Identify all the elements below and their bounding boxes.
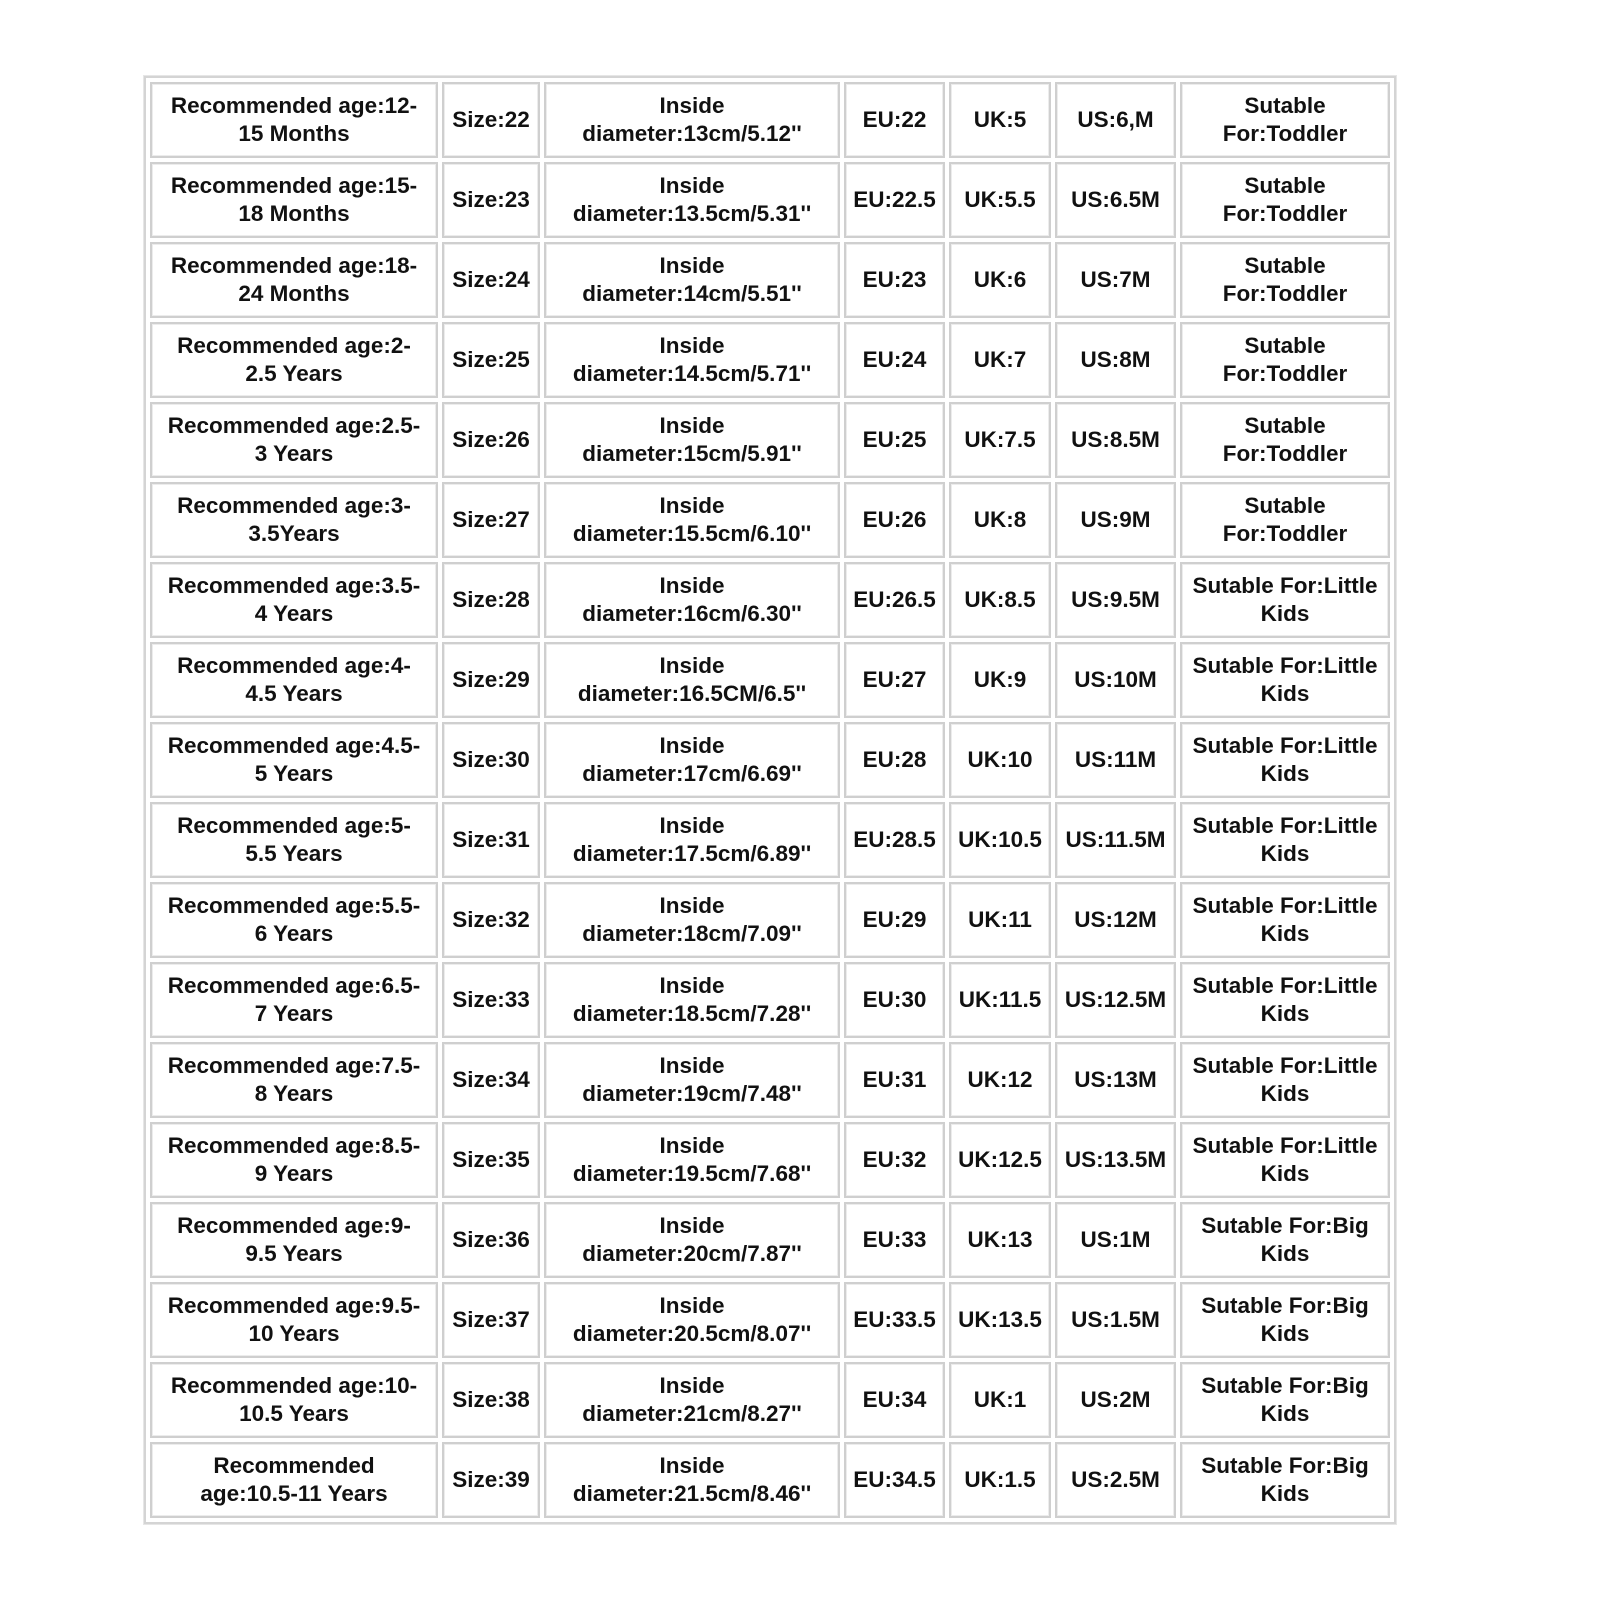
eu-size-cell: EU:34 <box>844 1362 945 1438</box>
us-size-cell: US:10M <box>1055 642 1176 718</box>
eu-size-cell: EU:27 <box>844 642 945 718</box>
diameter-cell-line-1: Inside <box>659 1453 725 1478</box>
diameter-cell-line-1: Inside <box>659 573 725 598</box>
size-chart-body <box>150 82 1390 1518</box>
diameter-cell <box>544 82 840 158</box>
age-cell-line-2: 24 Months <box>238 281 350 306</box>
age-cell-line-1: Recommended age:4.5- <box>167 733 421 758</box>
age-cell-line-1: Recommended age:3- <box>177 493 411 518</box>
age-cell <box>150 562 438 638</box>
age-cell-line-1: Recommended age:12- <box>170 93 418 118</box>
suitable-for-cell <box>1180 322 1390 398</box>
suitable-for-cell-line-2: Kids <box>1260 1401 1310 1426</box>
us-size-cell: US:13M <box>1055 1042 1176 1118</box>
suitable-for-cell-line-1: Sutable For:Big <box>1201 1453 1369 1478</box>
age-cell-line-2: 4 Years <box>254 601 334 626</box>
eu-size-cell: EU:23 <box>844 242 945 318</box>
size-cell: Size:25 <box>442 322 540 398</box>
age-cell-line-2: 2.5 Years <box>245 361 343 386</box>
uk-size-cell: UK:11.5 <box>949 962 1051 1038</box>
table-row <box>150 1202 1390 1278</box>
uk-size-cell: UK:1.5 <box>949 1442 1051 1518</box>
age-cell-line-1: Recommended age:8.5- <box>167 1133 421 1158</box>
us-size-cell: US:11.5M <box>1055 802 1176 878</box>
uk-size-cell: UK:7.5 <box>949 402 1051 478</box>
us-size-cell: US:7M <box>1055 242 1176 318</box>
suitable-for-cell <box>1180 1042 1390 1118</box>
diameter-cell <box>544 162 840 238</box>
eu-size-cell: EU:22.5 <box>844 162 945 238</box>
age-cell-line-1: Recommended age:6.5- <box>167 973 421 998</box>
diameter-cell-line-1: Inside <box>659 733 725 758</box>
age-cell-line-1: Recommended age:9.5- <box>167 1293 421 1318</box>
table-row <box>150 962 1390 1038</box>
suitable-for-cell-line-1: Sutable <box>1244 413 1326 438</box>
diameter-cell <box>544 962 840 1038</box>
suitable-for-cell-line-1: Sutable <box>1244 493 1326 518</box>
age-cell <box>150 402 438 478</box>
age-cell-line-1: Recommended age:15- <box>170 173 418 198</box>
age-cell <box>150 1442 438 1518</box>
diameter-cell-line-2: diameter:16cm/6.30'' <box>582 601 802 626</box>
diameter-cell-line-1: Inside <box>659 813 725 838</box>
table-row <box>150 322 1390 398</box>
suitable-for-cell-line-1: Sutable <box>1244 93 1326 118</box>
age-cell-line-2: 9 Years <box>254 1161 334 1186</box>
age-cell <box>150 1282 438 1358</box>
suitable-for-cell-line-2: Kids <box>1260 1481 1310 1506</box>
age-cell <box>150 162 438 238</box>
suitable-for-cell <box>1180 162 1390 238</box>
diameter-cell-line-1: Inside <box>659 1293 725 1318</box>
diameter-cell <box>544 242 840 318</box>
uk-size-cell: UK:8.5 <box>949 562 1051 638</box>
age-cell-line-2: 4.5 Years <box>245 681 343 706</box>
age-cell-line-1: Recommended age:5- <box>177 813 411 838</box>
suitable-for-cell-line-2: Kids <box>1260 761 1310 786</box>
eu-size-cell: EU:24 <box>844 322 945 398</box>
us-size-cell: US:12M <box>1055 882 1176 958</box>
us-size-cell: US:6,M <box>1055 82 1176 158</box>
diameter-cell <box>544 562 840 638</box>
diameter-cell-line-2: diameter:15.5cm/6.10'' <box>572 521 812 546</box>
eu-size-cell: EU:31 <box>844 1042 945 1118</box>
age-cell <box>150 1202 438 1278</box>
suitable-for-cell-line-2: For:Toddler <box>1222 201 1348 226</box>
us-size-cell: US:8.5M <box>1055 402 1176 478</box>
suitable-for-cell <box>1180 1122 1390 1198</box>
diameter-cell-line-2: diameter:13.5cm/5.31'' <box>572 201 812 226</box>
table-row <box>150 562 1390 638</box>
age-cell-line-1: Recommended age:2.5- <box>167 413 421 438</box>
table-row <box>150 1282 1390 1358</box>
us-size-cell: US:8M <box>1055 322 1176 398</box>
suitable-for-cell-line-1: Sutable For:Little <box>1192 893 1378 918</box>
size-cell: Size:22 <box>442 82 540 158</box>
suitable-for-cell <box>1180 82 1390 158</box>
table-row <box>150 802 1390 878</box>
diameter-cell-line-1: Inside <box>659 973 725 998</box>
eu-size-cell: EU:32 <box>844 1122 945 1198</box>
diameter-cell-line-1: Inside <box>659 1053 725 1078</box>
age-cell-line-2: 7 Years <box>254 1001 334 1026</box>
eu-size-cell: EU:28.5 <box>844 802 945 878</box>
table-row <box>150 242 1390 318</box>
uk-size-cell: UK:12 <box>949 1042 1051 1118</box>
suitable-for-cell <box>1180 402 1390 478</box>
suitable-for-cell <box>1180 882 1390 958</box>
us-size-cell: US:2.5M <box>1055 1442 1176 1518</box>
suitable-for-cell-line-2: For:Toddler <box>1222 281 1348 306</box>
size-chart-table <box>144 76 1396 1524</box>
table-row <box>150 882 1390 958</box>
diameter-cell-line-2: diameter:14.5cm/5.71'' <box>572 361 812 386</box>
table-row <box>150 1362 1390 1438</box>
table-row <box>150 82 1390 158</box>
diameter-cell-line-1: Inside <box>659 1373 725 1398</box>
age-cell-line-1: Recommended age:5.5- <box>167 893 421 918</box>
suitable-for-cell-line-1: Sutable For:Little <box>1192 573 1378 598</box>
diameter-cell-line-1: Inside <box>659 1133 725 1158</box>
suitable-for-cell <box>1180 962 1390 1038</box>
uk-size-cell: UK:11 <box>949 882 1051 958</box>
diameter-cell <box>544 1362 840 1438</box>
age-cell-line-1: Recommended age:7.5- <box>167 1053 421 1078</box>
size-cell: Size:28 <box>442 562 540 638</box>
suitable-for-cell-line-2: For:Toddler <box>1222 521 1348 546</box>
age-cell-line-1: Recommended age:2- <box>177 333 411 358</box>
age-cell-line-2: 15 Months <box>238 121 350 146</box>
diameter-cell-line-2: diameter:19cm/7.48'' <box>582 1081 802 1106</box>
diameter-cell-line-2: diameter:19.5cm/7.68'' <box>572 1161 812 1186</box>
suitable-for-cell-line-2: Kids <box>1260 1241 1310 1266</box>
age-cell-line-2: 8 Years <box>254 1081 334 1106</box>
us-size-cell: US:6.5M <box>1055 162 1176 238</box>
uk-size-cell: UK:13.5 <box>949 1282 1051 1358</box>
diameter-cell-line-2: diameter:18cm/7.09'' <box>582 921 802 946</box>
age-cell-line-2: 6 Years <box>254 921 334 946</box>
diameter-cell-line-2: diameter:21cm/8.27'' <box>582 1401 802 1426</box>
age-cell <box>150 82 438 158</box>
suitable-for-cell-line-2: For:Toddler <box>1222 121 1348 146</box>
size-cell: Size:36 <box>442 1202 540 1278</box>
diameter-cell-line-2: diameter:14cm/5.51'' <box>582 281 802 306</box>
diameter-cell-line-1: Inside <box>659 333 725 358</box>
size-cell: Size:35 <box>442 1122 540 1198</box>
age-cell <box>150 322 438 398</box>
diameter-cell <box>544 882 840 958</box>
age-cell-line-1: Recommended age:9- <box>177 1213 411 1238</box>
diameter-cell-line-1: Inside <box>659 493 725 518</box>
size-cell: Size:26 <box>442 402 540 478</box>
suitable-for-cell-line-2: For:Toddler <box>1222 361 1348 386</box>
diameter-cell-line-2: diameter:18.5cm/7.28'' <box>572 1001 812 1026</box>
eu-size-cell: EU:22 <box>844 82 945 158</box>
suitable-for-cell-line-2: Kids <box>1260 841 1310 866</box>
us-size-cell: US:13.5M <box>1055 1122 1176 1198</box>
us-size-cell: US:9M <box>1055 482 1176 558</box>
suitable-for-cell-line-1: Sutable <box>1244 173 1326 198</box>
suitable-for-cell-line-1: Sutable For:Little <box>1192 813 1378 838</box>
eu-size-cell: EU:26 <box>844 482 945 558</box>
age-cell <box>150 1122 438 1198</box>
diameter-cell-line-1: Inside <box>659 653 725 678</box>
diameter-cell-line-1: Inside <box>659 413 725 438</box>
diameter-cell-line-2: diameter:20cm/7.87'' <box>582 1241 802 1266</box>
age-cell <box>150 802 438 878</box>
eu-size-cell: EU:28 <box>844 722 945 798</box>
suitable-for-cell-line-2: Kids <box>1260 601 1310 626</box>
size-cell: Size:38 <box>442 1362 540 1438</box>
size-cell: Size:33 <box>442 962 540 1038</box>
age-cell <box>150 1042 438 1118</box>
age-cell-line-2: 9.5 Years <box>245 1241 343 1266</box>
suitable-for-cell-line-1: Sutable For:Little <box>1192 653 1378 678</box>
diameter-cell <box>544 802 840 878</box>
suitable-for-cell-line-1: Sutable For:Little <box>1192 1053 1378 1078</box>
table-row <box>150 642 1390 718</box>
suitable-for-cell-line-2: For:Toddler <box>1222 441 1348 466</box>
suitable-for-cell-line-2: Kids <box>1260 921 1310 946</box>
suitable-for-cell <box>1180 642 1390 718</box>
diameter-cell-line-2: diameter:17.5cm/6.89'' <box>572 841 812 866</box>
size-cell: Size:27 <box>442 482 540 558</box>
eu-size-cell: EU:33.5 <box>844 1282 945 1358</box>
diameter-cell <box>544 1282 840 1358</box>
suitable-for-cell-line-1: Sutable For:Big <box>1201 1213 1369 1238</box>
eu-size-cell: EU:26.5 <box>844 562 945 638</box>
us-size-cell: US:12.5M <box>1055 962 1176 1038</box>
uk-size-cell: UK:12.5 <box>949 1122 1051 1198</box>
age-cell-line-2: 10 Years <box>248 1321 340 1346</box>
diameter-cell <box>544 722 840 798</box>
table-row <box>150 1442 1390 1518</box>
table-row <box>150 1122 1390 1198</box>
diameter-cell-line-2: diameter:21.5cm/8.46'' <box>572 1481 812 1506</box>
suitable-for-cell <box>1180 802 1390 878</box>
suitable-for-cell <box>1180 1202 1390 1278</box>
uk-size-cell: UK:9 <box>949 642 1051 718</box>
diameter-cell-line-1: Inside <box>659 173 725 198</box>
uk-size-cell: UK:5.5 <box>949 162 1051 238</box>
suitable-for-cell-line-1: Sutable <box>1244 333 1326 358</box>
uk-size-cell: UK:10.5 <box>949 802 1051 878</box>
suitable-for-cell-line-1: Sutable <box>1244 253 1326 278</box>
age-cell-line-2: 18 Months <box>238 201 350 226</box>
size-cell: Size:32 <box>442 882 540 958</box>
size-cell: Size:31 <box>442 802 540 878</box>
age-cell-line-1: Recommended age:18- <box>170 253 418 278</box>
diameter-cell <box>544 402 840 478</box>
age-cell-line-1: Recommended age:3.5- <box>167 573 421 598</box>
diameter-cell-line-2: diameter:13cm/5.12'' <box>582 121 802 146</box>
size-cell: Size:23 <box>442 162 540 238</box>
uk-size-cell: UK:6 <box>949 242 1051 318</box>
suitable-for-cell <box>1180 242 1390 318</box>
age-cell <box>150 722 438 798</box>
suitable-for-cell-line-1: Sutable For:Little <box>1192 1133 1378 1158</box>
uk-size-cell: UK:5 <box>949 82 1051 158</box>
age-cell-line-2: 10.5 Years <box>239 1401 349 1426</box>
uk-size-cell: UK:1 <box>949 1362 1051 1438</box>
uk-size-cell: UK:8 <box>949 482 1051 558</box>
suitable-for-cell-line-1: Sutable For:Little <box>1192 733 1378 758</box>
diameter-cell <box>544 1442 840 1518</box>
suitable-for-cell <box>1180 722 1390 798</box>
us-size-cell: US:11M <box>1055 722 1176 798</box>
age-cell-line-1: Recommended age:10- <box>170 1373 418 1398</box>
diameter-cell-line-2: diameter:16.5CM/6.5'' <box>577 681 807 706</box>
eu-size-cell: EU:29 <box>844 882 945 958</box>
diameter-cell-line-2: diameter:20.5cm/8.07'' <box>572 1321 812 1346</box>
table-row <box>150 402 1390 478</box>
diameter-cell <box>544 1202 840 1278</box>
uk-size-cell: UK:7 <box>949 322 1051 398</box>
table-row <box>150 162 1390 238</box>
suitable-for-cell-line-1: Sutable For:Little <box>1192 973 1378 998</box>
age-cell <box>150 482 438 558</box>
eu-size-cell: EU:34.5 <box>844 1442 945 1518</box>
age-cell <box>150 962 438 1038</box>
table-row <box>150 482 1390 558</box>
diameter-cell <box>544 1042 840 1118</box>
diameter-cell <box>544 642 840 718</box>
suitable-for-cell <box>1180 1282 1390 1358</box>
us-size-cell: US:1M <box>1055 1202 1176 1278</box>
suitable-for-cell <box>1180 482 1390 558</box>
suitable-for-cell-line-2: Kids <box>1260 1161 1310 1186</box>
size-cell: Size:34 <box>442 1042 540 1118</box>
suitable-for-cell <box>1180 1362 1390 1438</box>
size-cell: Size:39 <box>442 1442 540 1518</box>
age-cell-line-2: age:10.5-11 Years <box>200 1481 388 1506</box>
age-cell-line-2: 3.5Years <box>248 521 340 546</box>
uk-size-cell: UK:13 <box>949 1202 1051 1278</box>
age-cell <box>150 642 438 718</box>
diameter-cell-line-1: Inside <box>659 93 725 118</box>
age-cell-line-1: Recommended age:4- <box>177 653 411 678</box>
diameter-cell <box>544 482 840 558</box>
uk-size-cell: UK:10 <box>949 722 1051 798</box>
us-size-cell: US:1.5M <box>1055 1282 1176 1358</box>
table-row <box>150 1042 1390 1118</box>
age-cell-line-2: 3 Years <box>254 441 334 466</box>
size-cell: Size:24 <box>442 242 540 318</box>
suitable-for-cell-line-2: Kids <box>1260 1081 1310 1106</box>
diameter-cell-line-1: Inside <box>659 1213 725 1238</box>
us-size-cell: US:9.5M <box>1055 562 1176 638</box>
diameter-cell-line-1: Inside <box>659 893 725 918</box>
table-row <box>150 722 1390 798</box>
suitable-for-cell <box>1180 1442 1390 1518</box>
age-cell-line-2: 5 Years <box>254 761 334 786</box>
size-cell: Size:29 <box>442 642 540 718</box>
diameter-cell-line-1: Inside <box>659 253 725 278</box>
diameter-cell-line-2: diameter:17cm/6.69'' <box>582 761 802 786</box>
suitable-for-cell-line-2: Kids <box>1260 1321 1310 1346</box>
eu-size-cell: EU:25 <box>844 402 945 478</box>
suitable-for-cell <box>1180 562 1390 638</box>
diameter-cell <box>544 1122 840 1198</box>
us-size-cell: US:2M <box>1055 1362 1176 1438</box>
eu-size-cell: EU:30 <box>844 962 945 1038</box>
age-cell-line-2: 5.5 Years <box>245 841 343 866</box>
age-cell-line-1: Recommended <box>213 1453 375 1478</box>
diameter-cell-line-2: diameter:15cm/5.91'' <box>582 441 802 466</box>
suitable-for-cell-line-1: Sutable For:Big <box>1201 1293 1369 1318</box>
suitable-for-cell-line-1: Sutable For:Big <box>1201 1373 1369 1398</box>
age-cell <box>150 882 438 958</box>
size-cell: Size:30 <box>442 722 540 798</box>
suitable-for-cell-line-2: Kids <box>1260 1001 1310 1026</box>
diameter-cell <box>544 322 840 398</box>
age-cell <box>150 242 438 318</box>
eu-size-cell: EU:33 <box>844 1202 945 1278</box>
size-cell: Size:37 <box>442 1282 540 1358</box>
suitable-for-cell-line-2: Kids <box>1260 681 1310 706</box>
age-cell <box>150 1362 438 1438</box>
